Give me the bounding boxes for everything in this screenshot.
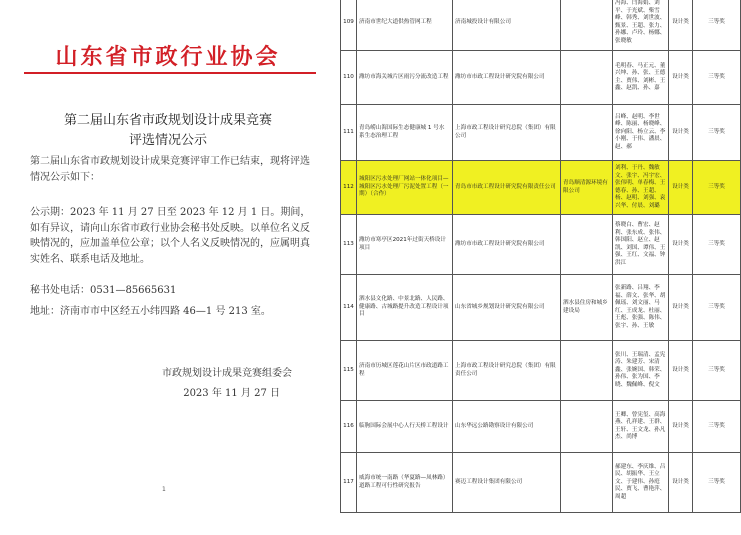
category: 设计类: [669, 161, 693, 215]
category: 设计类: [669, 341, 693, 401]
notice-title: 第二届山东省市政规划设计成果竞赛: [63, 113, 272, 128]
table-row: [341, 275, 741, 341]
category: 设计类: [669, 0, 693, 51]
team-members: 郝建东、李庆维、吕民、胡振华、王立文、于建伟、孙庭民、贾飞、曹艳萍、周超: [613, 453, 669, 513]
partner-unit: 泗水县住房和城乡建设局: [561, 275, 613, 341]
row-number: 113: [341, 215, 357, 275]
partner-unit: [561, 105, 613, 161]
row-number: 111: [341, 105, 357, 161]
team-members: 王卿、曾宪玺、高海燕、孔祥建、王群、王轩、王文龙、孙凡杰、尚博: [613, 401, 669, 453]
row-number: 109: [341, 0, 357, 51]
project-name: 泗水县文化路、中景北路、人民路、健康路、古城路提升改造工程设计项目: [357, 275, 453, 341]
partner-unit: [561, 341, 613, 401]
award: 三等奖: [693, 161, 741, 215]
award: 三等奖: [693, 341, 741, 401]
table-row: [341, 0, 741, 51]
row-number: 110: [341, 51, 357, 105]
design-unit: 山东华远公路勘察设计有限公司: [453, 401, 561, 453]
design-unit: 潍坊市市政工程设计研究院有限公司: [453, 51, 561, 105]
design-unit: 山东省城乡规划设计研究院有限公司: [453, 275, 561, 341]
team-members: 毛明春、马正元、董兴坤、孙、张、王德主、贾伟、刘彬、王鑫、赵凯、孙、嘉: [613, 51, 669, 105]
team-members: 张川、王瑞清、孟宪涛、朱建芳、宋清鑫、张婉国、韩荣、孙伟、张为国、李晓、魏佩峰、倪文: [613, 341, 669, 401]
design-unit: 济南城投设计有限公司: [453, 0, 561, 51]
partner-unit: [561, 453, 613, 513]
table-row: [341, 51, 741, 105]
category: 设计类: [669, 105, 693, 161]
award: 三等奖: [693, 215, 741, 275]
table-row: [341, 161, 741, 215]
intro-paragraph: 第二届山东省市政规划设计成果竞赛评审工作已结束，现将评选情况公示如下：: [30, 156, 310, 183]
team-members: 蔡晓白、曹宏、赵利、张东成、张伟、韩国阳、赵立、赵凯、刘国、谭伟、王强、王红、文福、钟洪江: [613, 215, 669, 275]
table-row: [341, 215, 741, 275]
team-members: 张新路、吕翔、李福、薛文、张华、胡佩瑶、刘文丽、马红、王成龙、杜丽、王彪、张强、陈伟、张宇、孙、王敏: [613, 275, 669, 341]
row-number: 117: [341, 453, 357, 513]
team-members: 刘利、于丹、魏敏文、张宇、冯宇宏、张伟明、单春梅、王德春、孙、王超、杨、赵明、刘强、袁兴华、付晨、刘璐: [613, 161, 669, 215]
award: 三等奖: [693, 51, 741, 105]
project-name: 潍坊市海关城片区雨污分流改造工程: [357, 51, 453, 105]
row-number: 114: [341, 275, 357, 341]
table-row: [341, 401, 741, 453]
category: 设计类: [669, 453, 693, 513]
project-name: 威海市统一南路（华夏路—凤林路）道路工程可行性研究报告: [357, 453, 453, 513]
category: 设计类: [669, 275, 693, 341]
design-unit: 上海市政工程设计研究总院（集团）有限公司: [453, 105, 561, 161]
award: 三等奖: [693, 401, 741, 453]
award: 三等奖: [693, 453, 741, 513]
partner-unit: 青岛顺清源环境有限公司: [561, 161, 613, 215]
design-unit: 青岛市市政工程设计研究院有限责任公司: [453, 161, 561, 215]
signature-date: 2023 年 11 月 27 日: [183, 388, 280, 399]
team-members: 冯海、闫海娟、刘平、于光斌、柴雪峰、韩秀、刘世波、甄景、王超、张力、孙娜、卢玲、杨娜、张晓敏: [613, 0, 669, 51]
project-name: 济南市历城区莲花山片区市政道路工程: [357, 341, 453, 401]
category: 设计类: [669, 51, 693, 105]
results-table-page: [340, 0, 741, 535]
table-row: [341, 341, 741, 401]
award: 三等奖: [693, 0, 741, 51]
results-table: [340, 0, 741, 513]
design-unit: 上海市政工程设计研究总院（集团）有限责任公司: [453, 341, 561, 401]
award: 三等奖: [693, 105, 741, 161]
project-name: 潍坊市寒亭区2021年过街天桥设计项目: [357, 215, 453, 275]
team-members: 吕峰、赵明、李世峰、陈丽、杨晓峰、徐向阳、杨立云、李小刚、于伟、潘晨、赵、郝: [613, 105, 669, 161]
award: 三等奖: [693, 275, 741, 341]
partner-unit: [561, 0, 613, 51]
design-unit: 潍坊市市政工程设计研究院有限公司: [453, 215, 561, 275]
signature: 市政规划设计成果竞赛组委会: [162, 368, 292, 379]
header-divider: [24, 72, 316, 74]
project-name: 城阳区污水处理厂网站一体化项目—城阳区污水处理厂污泥处置工程（一期）（合作）: [357, 161, 453, 215]
notice-page: [0, 0, 336, 535]
association-header: 山东省市政行业协会: [55, 44, 281, 70]
table-row: [341, 453, 741, 513]
notice-subtitle: 评选情况公示: [128, 133, 207, 148]
category: 设计类: [669, 215, 693, 275]
table-row: [341, 105, 741, 161]
partner-unit: [561, 51, 613, 105]
page-number: 1: [162, 486, 166, 493]
project-name: 临朐国际会展中心人行天桥工程设计: [357, 401, 453, 453]
row-number: 116: [341, 401, 357, 453]
row-number: 112: [341, 161, 357, 215]
address-line: 地址：济南市市中区经五小纬四路 46—1 号 213 室。: [30, 306, 271, 317]
phone-line: 秘书处电话：0531—85665631: [30, 285, 177, 296]
row-number: 115: [341, 341, 357, 401]
partner-unit: [561, 215, 613, 275]
design-unit: 赛迈工程设计集团有限公司: [453, 453, 561, 513]
project-name: 青岛崂山海国际生态健康城 1 号水系生态治理工程: [357, 105, 453, 161]
partner-unit: [561, 401, 613, 453]
publicity-paragraph: 公示期：2023 年 11 月 27 日至 2023 年 12 月 1 日。期间，如有异议，请向山东省市政行业协会秘书处反映。以单位名义反映情况的，应加盖单位公章；以个人名义反映情况的，应属明真实姓名、联系电话及地址。: [30, 207, 311, 265]
category: 设计类: [669, 401, 693, 453]
project-name: 济南市世纪大道供热管网工程: [357, 0, 453, 51]
